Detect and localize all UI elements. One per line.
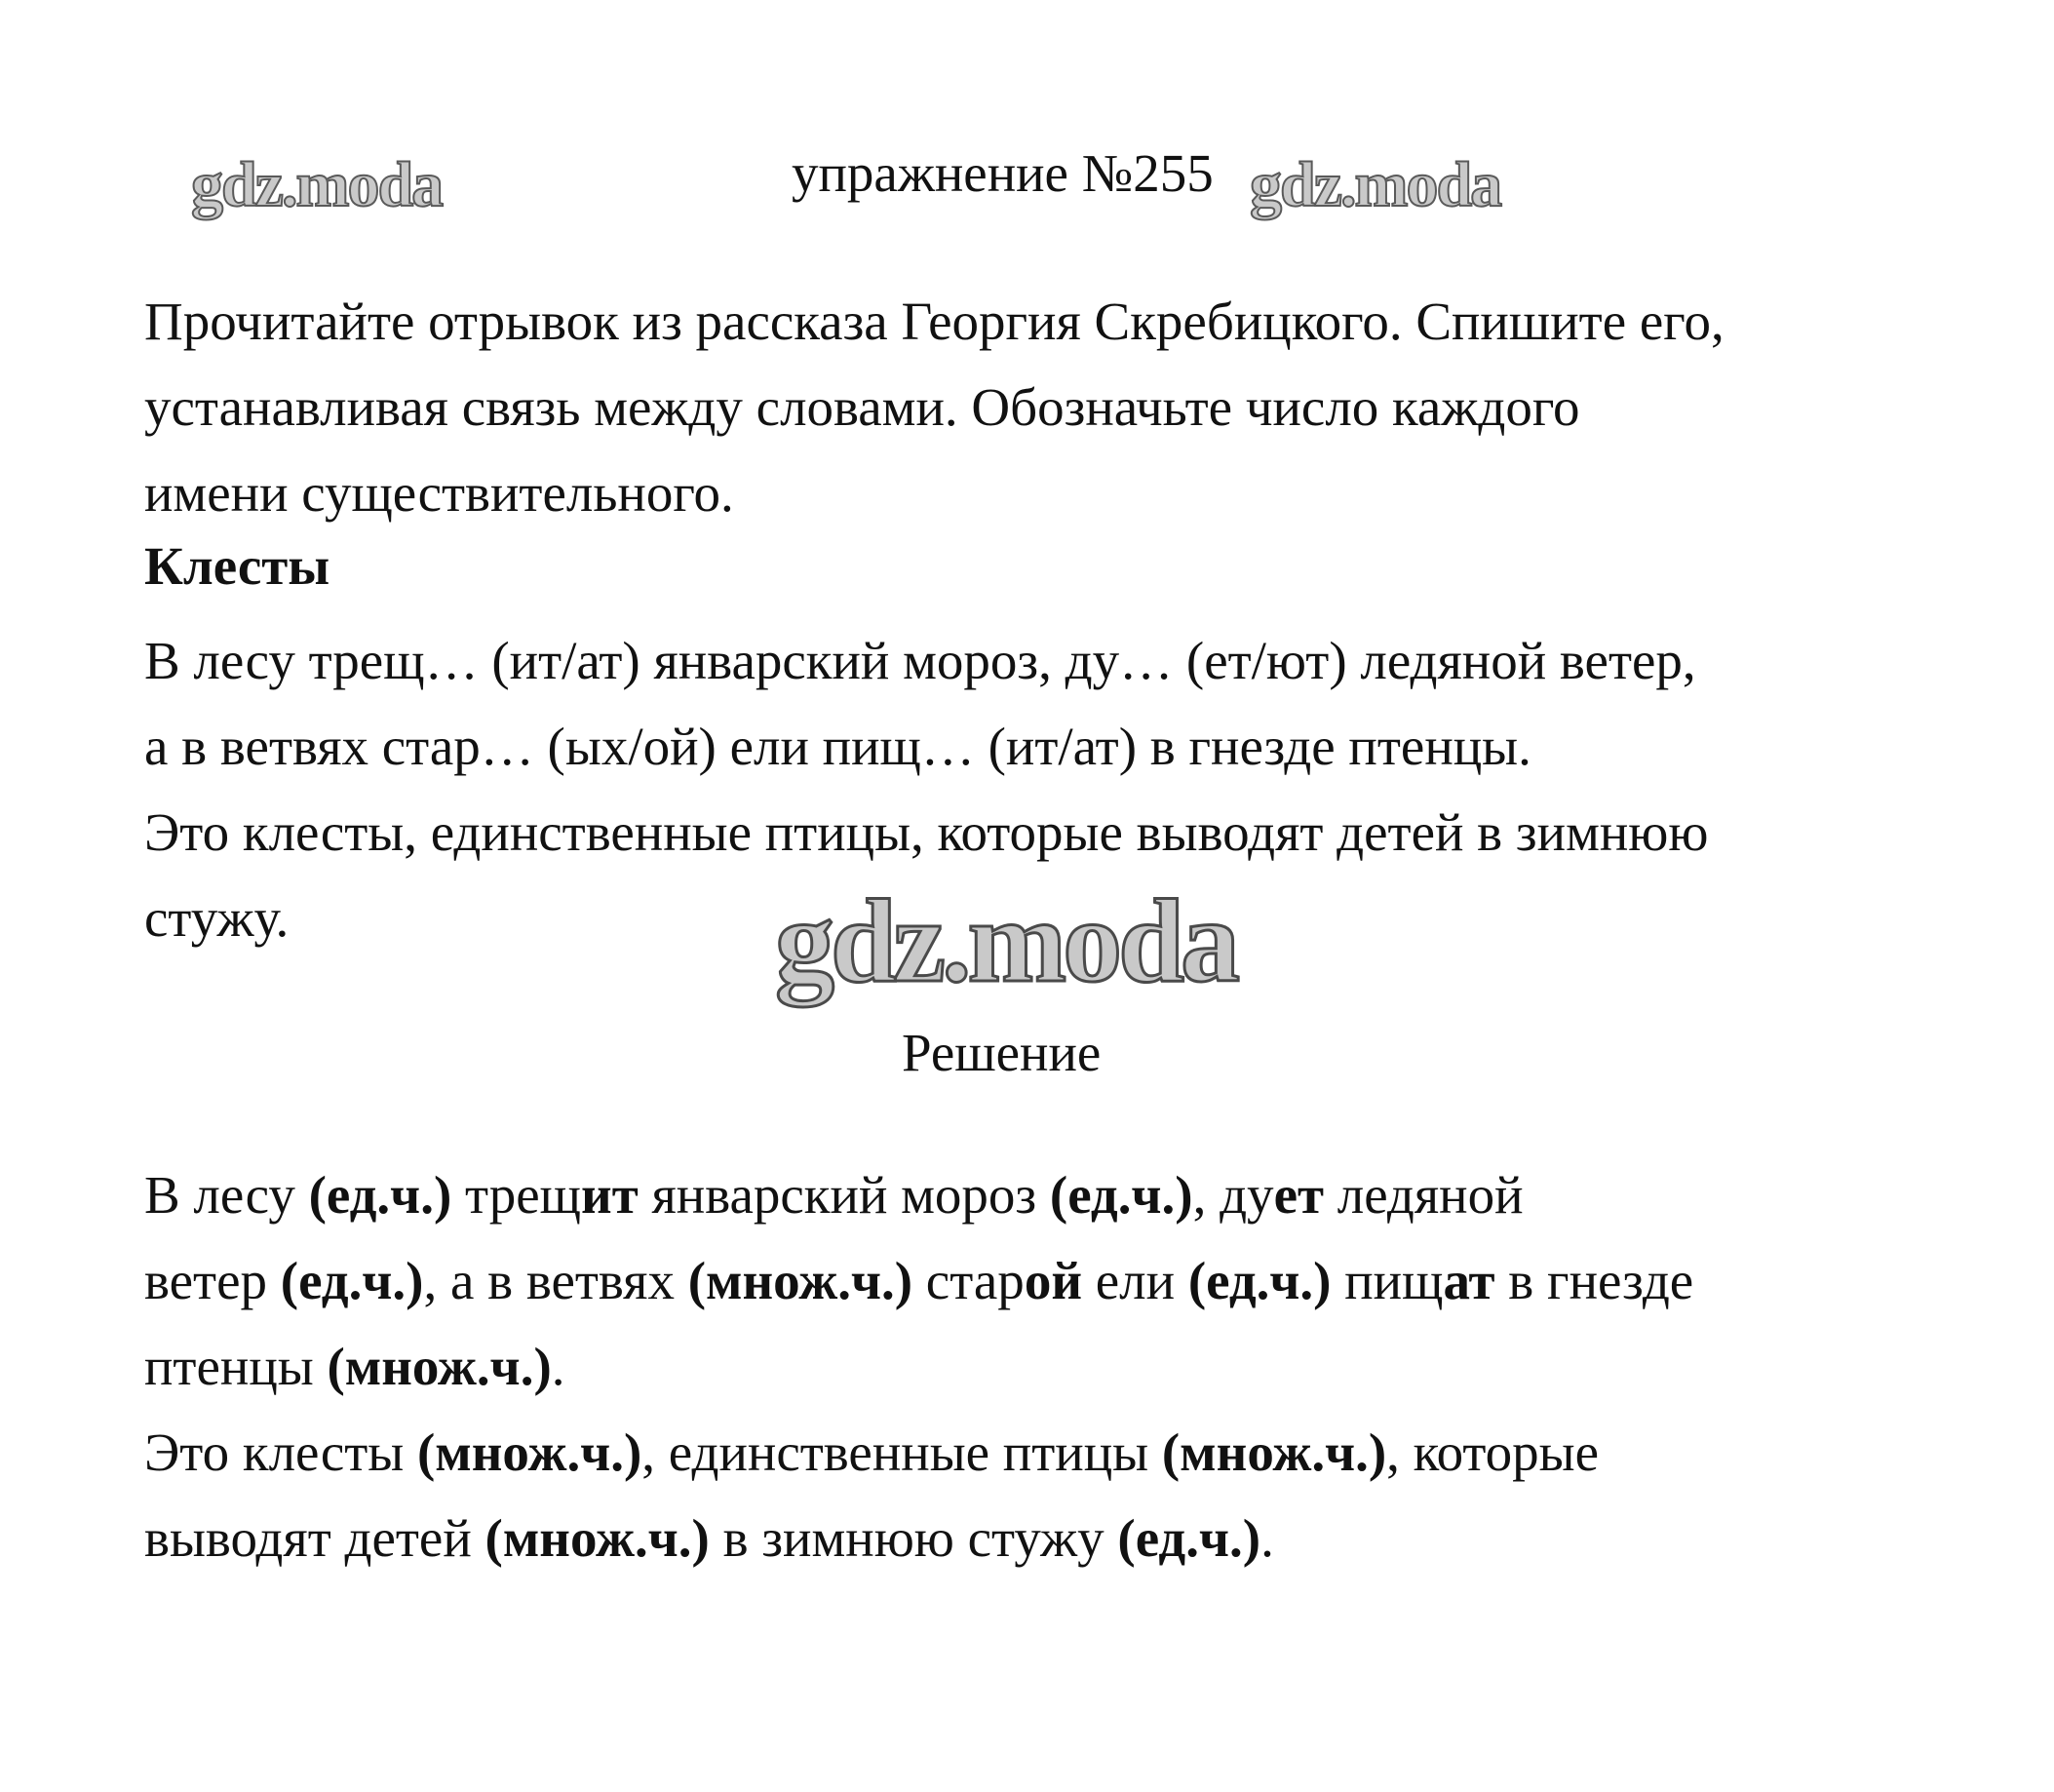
solution-segment: ледяной (1324, 1165, 1524, 1225)
solution-line (144, 1238, 1996, 1324)
solution-emphasis: (множ.ч.) (484, 1508, 710, 1568)
solution-segment: пищ (1331, 1251, 1444, 1310)
solution-segment: В лесу (144, 1165, 309, 1225)
excerpt-line: Это клесты, единственные птицы, которые выводят детей в зимнюю (144, 802, 1709, 862)
solution-emphasis: (множ.ч.) (1161, 1422, 1387, 1482)
watermark-logo: gdz.moda (191, 149, 443, 220)
solution-segment: птенцы (144, 1337, 328, 1396)
solution-segment: , ду (1192, 1165, 1274, 1225)
solution-segment: в гнезде (1494, 1251, 1694, 1310)
solution-segment: в зимнюю стужу (709, 1508, 1118, 1568)
solution-segment: ели (1082, 1251, 1188, 1310)
watermark-logo: gdz.moda (1250, 149, 1501, 220)
excerpt-line: а в ветвях стар… (ых/ой) ели пищ… (ит/ат) в гнезде птенцы. (144, 717, 1531, 776)
solution-segment: выводят детей (144, 1508, 485, 1568)
task-instructions (144, 279, 1996, 536)
solution-segment: , а в ветвях (423, 1251, 688, 1310)
task-line: имени существительного. (144, 463, 734, 523)
watermark-logo: gdz.moda (775, 876, 1236, 1007)
solution-emphasis: (ед.ч.) (1187, 1251, 1332, 1310)
solution-emphasis: (множ.ч.) (327, 1337, 552, 1396)
solution-emphasis: (ед.ч.) (308, 1165, 452, 1225)
solution-segment: Это клесты (144, 1422, 417, 1482)
solution-emphasis: (ед.ч.) (1049, 1165, 1193, 1225)
solution-segment: ветер (144, 1251, 281, 1310)
solution-emphasis: ой (1024, 1251, 1083, 1310)
solution-text (144, 1152, 1996, 1581)
solution-segment: , единственные птицы (641, 1422, 1162, 1482)
solution-emphasis: (ед.ч.) (1117, 1508, 1261, 1568)
solution-segment: трещ (451, 1165, 582, 1225)
solution-line (144, 1496, 1996, 1581)
excerpt-line: стужу. (144, 888, 290, 948)
excerpt-title: Клесты (144, 536, 330, 596)
solution-emphasis: ит (581, 1165, 639, 1225)
solution-segment: , которые (1386, 1422, 1600, 1482)
solution-heading: Решение (902, 1023, 1102, 1082)
solution-segment: январский мороз (638, 1165, 1050, 1225)
solution-emphasis: ат (1443, 1251, 1495, 1310)
solution-line (144, 1152, 1996, 1238)
task-line: устанавливая связь между словами. Обозначьте число каждого (144, 377, 1580, 437)
solution-emphasis: (множ.ч.) (416, 1422, 642, 1482)
solution-line (144, 1410, 1996, 1496)
solution-line (144, 1324, 1996, 1410)
exercise-title: упражнение №255 (792, 143, 1214, 203)
task-line: Прочитайте отрывок из рассказа Георгия Скребицкого. Спишите его, (144, 292, 1725, 351)
excerpt-line: В лесу трещ… (ит/ат) январский мороз, ду… (ет/ют) ледяной ветер, (144, 631, 1696, 690)
solution-emphasis: ет (1273, 1165, 1324, 1225)
solution-segment: . (1260, 1508, 1274, 1568)
solution-emphasis: (ед.ч.) (280, 1251, 424, 1310)
solution-segment: стар (912, 1251, 1025, 1310)
solution-emphasis: (множ.ч.) (687, 1251, 913, 1310)
solution-segment: . (551, 1337, 565, 1396)
